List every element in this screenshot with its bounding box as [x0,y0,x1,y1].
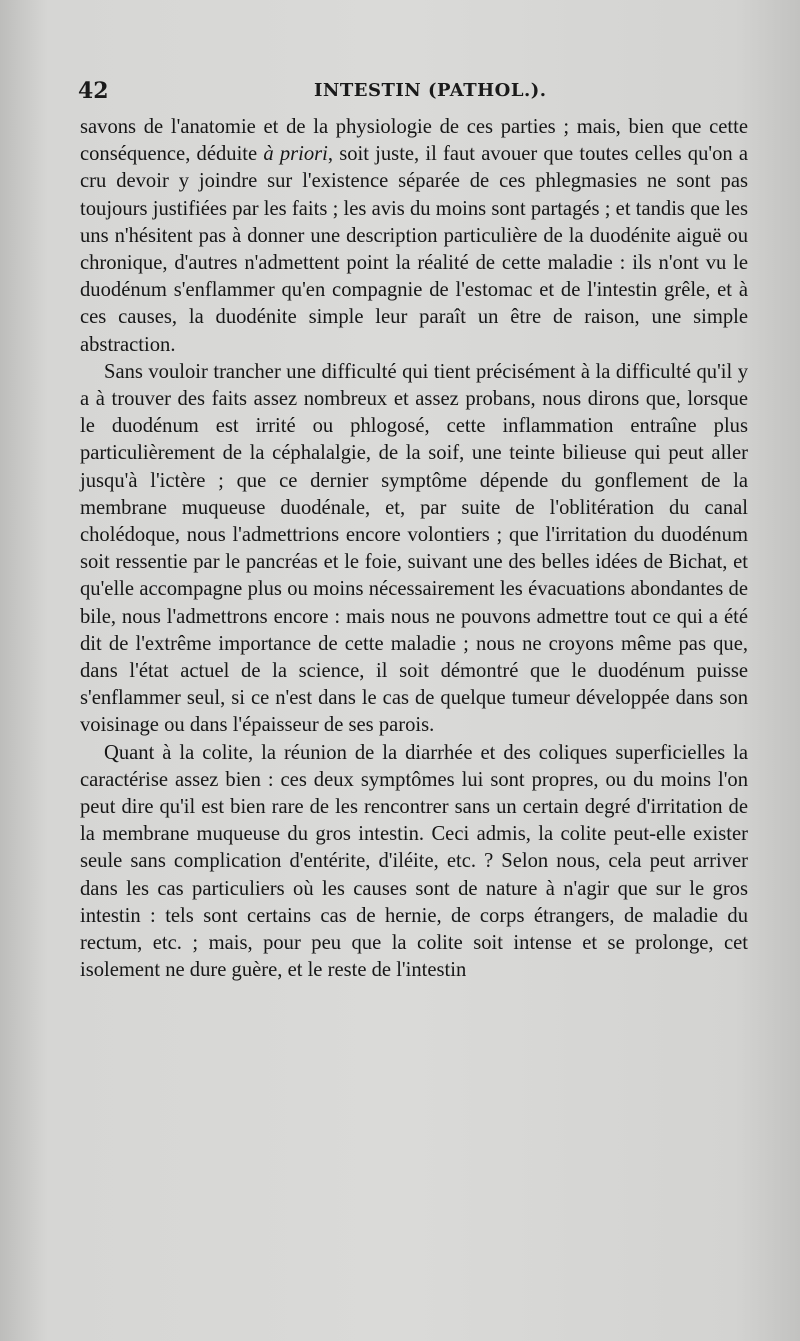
paragraph-1 [80,114,748,359]
paragraph-1-continuation: , soit juste, il faut avouer que toutes celles qu'on a cru devoir y joindre sur l'existence séparée de ces phlegmasies ne sont pas toujours justifiées par les faits ; les avis du moins sont partagés ; et tandis que les uns n'hésitent pas à donner une description particulière de la duodénite aiguë ou chronique, d'autres n'admettent point la réalité de cette maladie : ils n'ont vu le duodénum s'enflammer qu'en compagnie de l'estomac et de l'intestin grêle, et à ces causes, la duodénite simple leur paraît un être de raison, une simple abstraction. [80,143,749,356]
paragraph-2: Sans vouloir trancher une difficulté qui tient précisément à la difficulté qu'il y a à trouver des faits assez nombreux et assez probans, nous dirons que, lorsque le duodénum est irrité ou phlogosé, cette inflammation entraîne plus particulièrement de la céphalalgie, de la soif, une teinte bilieuse qui peut aller jusqu'à l'ictère ; que ce dernier symptôme dépende du gonflement de la membrane muqueuse duodénale, et, par suite de l'oblitération du canal cholédoque, nous l'admettrions encore volontiers ; que l'irritation du duodénum soit ressentie par le pancréas et le foie, suivant une des belles idées de Bichat, et qu'elle accompagne plus ou moins nécessairement les évacuations abondantes de bile, nous l'admettrons encore : mais nous ne pouvons admettre tout ce qui a été dit de l'extrême importance de cette maladie ; nous ne croyons même pas que, dans l'état actuel de la science, il soit démontré que le duodénum puisse s'enflammer seul, si ce n'est dans le cas de quelque tumeur développée dans son voisinage ou dans l'épaisseur de ses parois. [80,360,748,737]
page-number: 42 [78,78,109,104]
paragraph-3: Quant à la colite, la réunion de la diarrhée et des coliques superficielles la caractérise assez bien : ces deux symptômes lui sont propres, ou du moins l'on peut dire qu'il est bien rare de les rencontrer sans un certain degré d'irritation de la membrane muqueuse du gros intestin. Ceci admis, la colite peut-elle exister seule sans complication d'entérite, d'iléite, etc. ? Selon nous, cela peut arriver dans les cas particuliers où les causes sont de nature à n'agir que sur le gros intestin : tels sont certains cas de hernie, de corps étrangers, de maladie du rectum, etc. ; mais, pour peu que la colite soit intense et se prolonge, cet isolement ne dure guère, et le reste de l'intestin [80,741,748,982]
running-head [78,76,750,110]
paragraph-1-text: savons de l'anatomie et de la physiologie de ces parties ; mais, bien que cette conséquence, déduite [80,116,748,166]
running-title: INTESTIN (PATHOL.). [314,80,547,101]
italic-phrase: à priori [263,143,328,166]
body-text [80,114,748,985]
